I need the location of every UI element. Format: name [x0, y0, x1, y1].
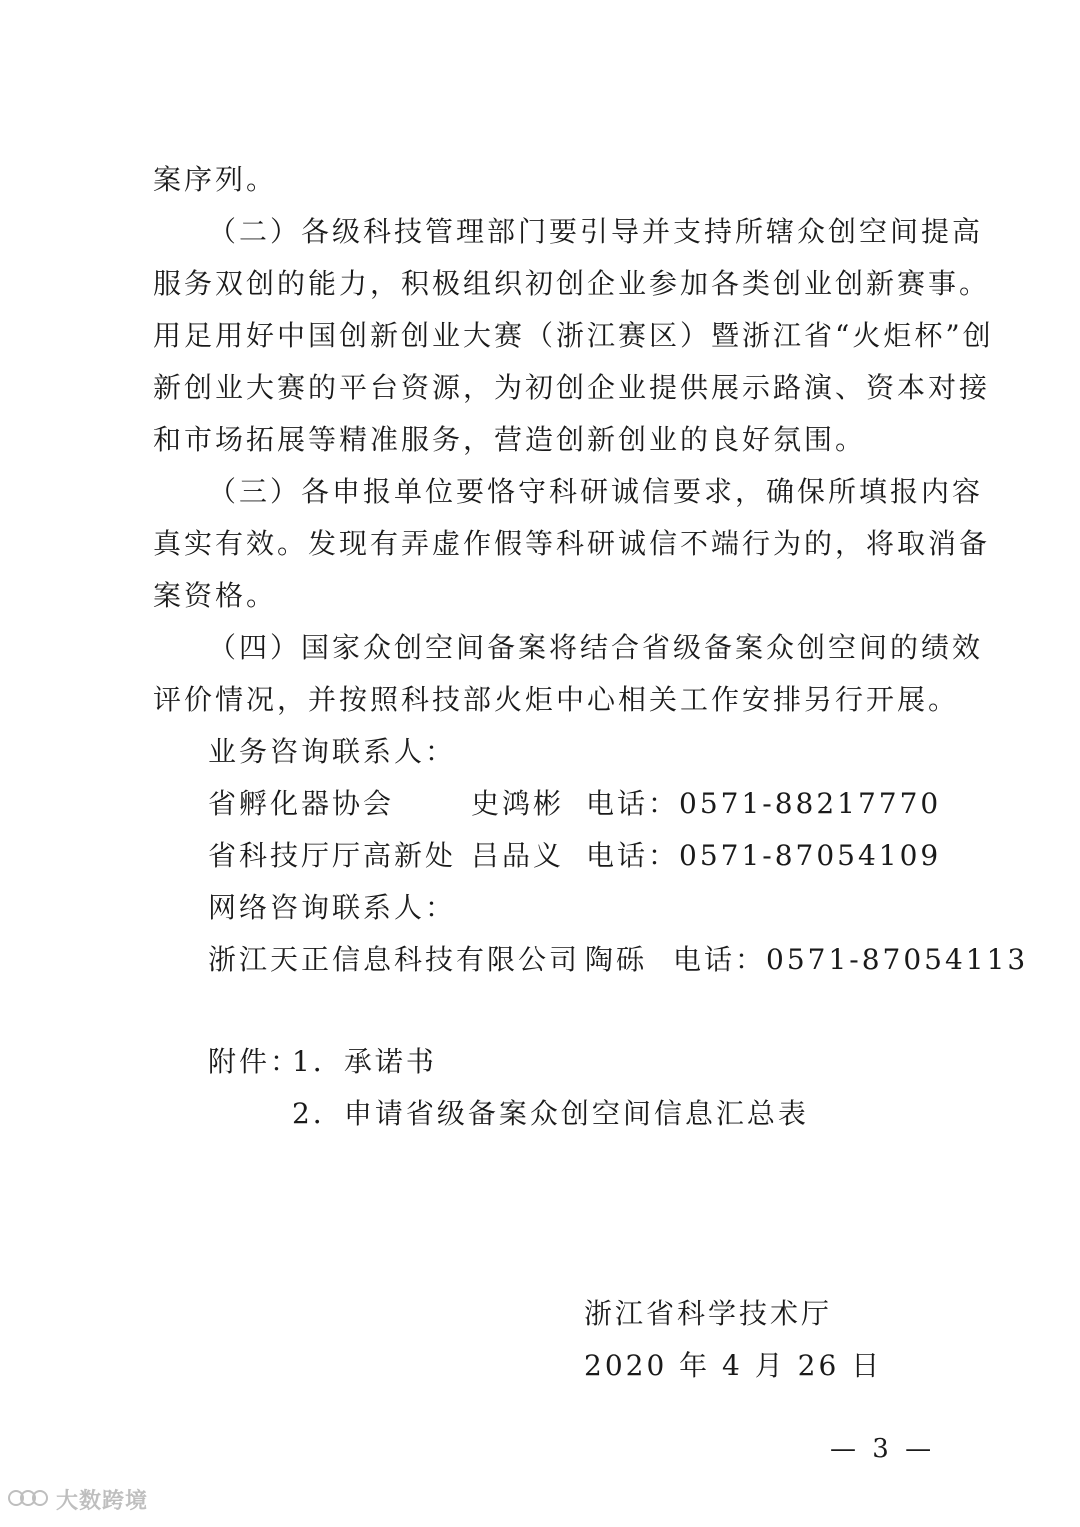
- attachment-item: 2．申请省级备案众创空间信息汇总表: [292, 1097, 809, 1130]
- contact-name: 史鸿彬: [471, 787, 565, 820]
- paragraph-3-line: （三）各申报单位要恪守科研诚信要求，确保所填报内容: [208, 475, 984, 508]
- attachment-item: 1．承诺书: [292, 1045, 437, 1078]
- contact-org: 浙江天正信息科技有限公司: [208, 943, 581, 976]
- business-contacts-heading: 业务咨询联系人：: [208, 735, 457, 768]
- signature-org: 浙江省科学技术厅: [584, 1297, 833, 1330]
- page-number: — 3 —: [830, 1434, 936, 1464]
- paragraph-2-line: 新创业大赛的平台资源，为初创企业提供展示路演、资本对接: [153, 371, 991, 404]
- paragraph-3-line: 案资格。: [153, 579, 278, 612]
- contact-phone: 电话：0571-87054109: [586, 839, 942, 872]
- paragraph-3-line: 真实有效。发现有弄虚作假等科研诚信不端行为的，将取消备: [153, 527, 991, 560]
- contact-phone: 电话：0571-87054113: [673, 943, 1029, 976]
- contact-name: 吕品义: [471, 839, 565, 872]
- paragraph-4-line: 评价情况，并按照科技部火炬中心相关工作安排另行开展。: [153, 683, 960, 716]
- signature-date: 2020 年 4 月 26 日: [584, 1349, 883, 1382]
- paragraph-2-line: 和市场拓展等精准服务，营造创新创业的良好氛围。: [153, 423, 867, 456]
- paragraph-2-line: （二）各级科技管理部门要引导并支持所辖众创空间提高: [208, 215, 984, 248]
- contact-name: 陶砾: [585, 943, 648, 976]
- network-contacts-heading: 网络咨询联系人：: [208, 891, 457, 924]
- contact-phone: 电话：0571-88217770: [586, 787, 942, 820]
- linked-circles-logo-icon: [8, 1487, 52, 1511]
- watermark-text: 大数跨境: [56, 1488, 149, 1514]
- attachments-label: 附件：: [208, 1045, 302, 1078]
- paragraph-4-line: （四）国家众创空间备案将结合省级备案众创空间的绩效: [208, 631, 984, 664]
- paragraph-2-line: 服务双创的能力，积极组织初创企业参加各类创业创新赛事。: [153, 267, 991, 300]
- contact-org: 省孵化器协会: [208, 787, 395, 820]
- contact-org: 省科技厅厅高新处: [208, 839, 457, 872]
- paragraph-2-line: 用足用好中国创新创业大赛（浙江赛区）暨浙江省“火炬杯”创: [153, 319, 994, 352]
- watermark: [8, 1484, 148, 1514]
- paragraph-1-line: 案序列。: [153, 163, 278, 196]
